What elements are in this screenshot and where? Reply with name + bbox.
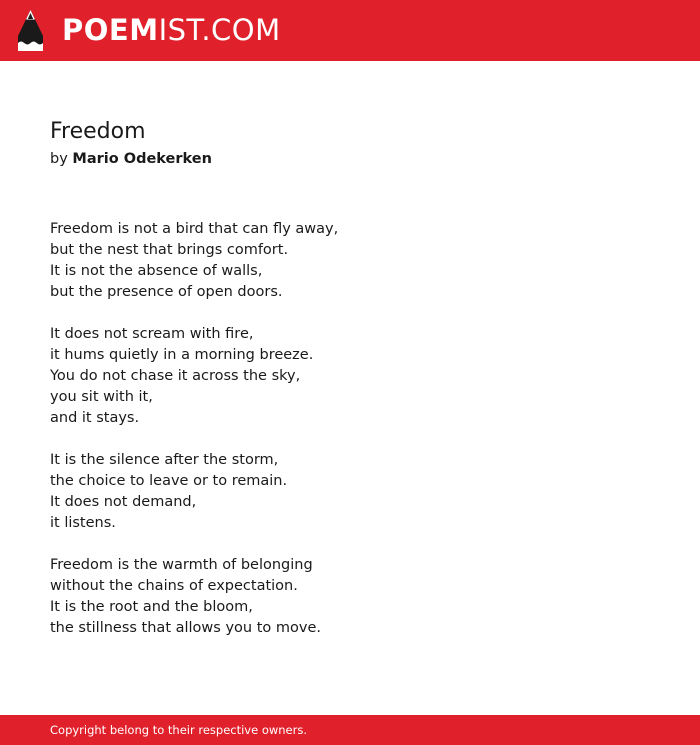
poem-line: the choice to leave or to remain. <box>50 473 288 489</box>
author-name: Mario Odekerken <box>72 151 212 167</box>
brand-light: IST.COM <box>158 13 281 47</box>
poem-line: but the presence of open doors. <box>50 284 283 300</box>
poem-container <box>50 118 650 660</box>
poem-line: without the chains of expectation. <box>50 578 298 594</box>
poem-line: Freedom is the warmth of belonging <box>50 557 313 573</box>
site-header <box>0 0 700 61</box>
poem-line: You do not chase it across the sky, <box>50 368 301 384</box>
byline <box>50 149 650 169</box>
poem-line: it hums quietly in a morning breeze. <box>50 347 314 363</box>
poem-line: It is the root and the bloom, <box>50 599 253 615</box>
pencil-tip-icon[interactable] <box>18 10 43 51</box>
site-footer <box>0 715 700 745</box>
poem-line: It does not demand, <box>50 494 197 510</box>
poem-line: and it stays. <box>50 410 140 426</box>
poem-line: you sit with it, <box>50 389 153 405</box>
poem-line: the stillness that allows you to move. <box>50 620 321 636</box>
brand-bold: POEM <box>62 13 159 47</box>
poem-title: Freedom <box>50 119 146 144</box>
poem-stanza <box>50 219 650 303</box>
poem-line: It is not the absence of walls, <box>50 263 263 279</box>
poem-line: Freedom is not a bird that can fly away, <box>50 221 339 237</box>
poem-body <box>50 219 650 639</box>
poem-line: but the nest that brings comfort. <box>50 242 289 258</box>
poem-line: It does not scream with fire, <box>50 326 254 342</box>
poem-line: it listens. <box>50 515 116 531</box>
site-logo-link[interactable] <box>62 13 281 47</box>
poem-stanza <box>50 450 650 534</box>
poem-stanza <box>50 555 650 639</box>
byline-prefix: by <box>50 151 68 167</box>
poem-stanza <box>50 324 650 429</box>
poem-line: It is the silence after the storm, <box>50 452 279 468</box>
copyright-text: Copyright belong to their respective owners. <box>50 723 308 737</box>
